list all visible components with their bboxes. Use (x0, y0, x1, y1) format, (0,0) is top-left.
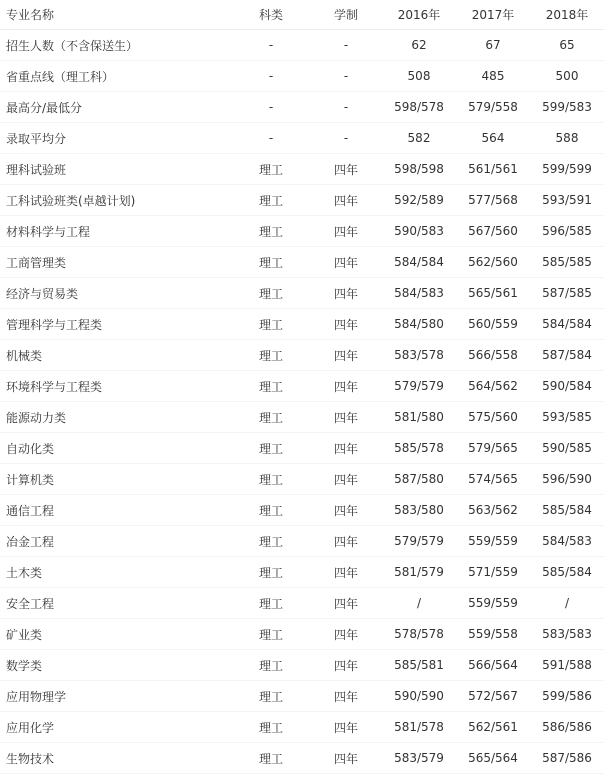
score-2018-cell: 584/583 (542, 534, 592, 548)
score-2017-cell: 566/558 (468, 348, 518, 362)
category-cell: 理工 (258, 627, 283, 642)
major-name-cell: 经济与贸易类 (6, 286, 79, 301)
score-2016-cell: 62 (411, 38, 427, 52)
table-row (0, 712, 604, 743)
score-2016-cell: 584/580 (394, 317, 444, 331)
duration-cell: 四年 (333, 379, 358, 394)
score-2016-cell: 590/590 (394, 689, 444, 703)
major-name-cell: 计算机类 (6, 472, 55, 487)
table-row (0, 309, 604, 340)
score-2017-cell: 485 (481, 69, 505, 83)
score-2016-cell: 579/579 (394, 534, 444, 548)
score-2017-cell: 572/567 (468, 689, 518, 703)
duration-cell: 四年 (333, 751, 358, 766)
category-cell: - (268, 100, 274, 114)
table-row (0, 216, 604, 247)
category-cell: 理工 (258, 658, 283, 673)
score-2016-cell: 583/579 (394, 751, 444, 765)
score-2017-cell: 565/564 (468, 751, 518, 765)
table-row (0, 185, 604, 216)
duration-cell: 四年 (333, 193, 358, 208)
score-2016-cell: 592/589 (394, 193, 444, 207)
major-name-cell: 土木类 (6, 565, 43, 580)
duration-cell: 四年 (333, 689, 358, 704)
category-cell: 理工 (258, 689, 283, 704)
table-row (0, 247, 604, 278)
table-row (0, 681, 604, 712)
duration-cell: 四年 (333, 596, 358, 611)
score-2018-cell: 596/590 (542, 472, 592, 486)
table-body (0, 30, 604, 774)
category-cell: 理工 (258, 720, 283, 735)
major-name-cell: 能源动力类 (6, 410, 67, 425)
major-name-cell: 数学类 (6, 658, 43, 673)
header-year-2016: 2016年 (382, 0, 456, 30)
score-2018-cell: 585/585 (542, 255, 592, 269)
category-cell: 理工 (258, 255, 283, 270)
score-2016-cell: 581/580 (394, 410, 444, 424)
score-2018-cell: 599/583 (542, 100, 592, 114)
major-name-cell: 招生人数（不含保送生） (6, 38, 139, 53)
score-2016-cell: 582 (407, 131, 431, 145)
category-cell: 理工 (258, 534, 283, 549)
score-2017-cell: 575/560 (468, 410, 518, 424)
score-2017-cell: 561/561 (468, 162, 518, 176)
category-cell: 理工 (258, 565, 283, 580)
score-2016-cell: 585/581 (394, 658, 444, 672)
major-name-cell: 安全工程 (6, 596, 55, 611)
table-header (0, 0, 604, 30)
score-2018-cell: 596/585 (542, 224, 592, 238)
major-name-cell: 理科试验班 (6, 162, 67, 177)
duration-cell: 四年 (333, 627, 358, 642)
category-cell: 理工 (258, 224, 283, 239)
duration-cell: 四年 (333, 534, 358, 549)
score-2017-cell: 564 (481, 131, 505, 145)
score-2016-cell: 584/584 (394, 255, 444, 269)
table-row (0, 495, 604, 526)
category-cell: 理工 (258, 162, 283, 177)
table-row (0, 123, 604, 154)
duration-cell: - (343, 38, 349, 52)
score-2016-cell: 508 (407, 69, 431, 83)
score-2016-cell: 584/583 (394, 286, 444, 300)
score-2018-cell: 65 (559, 38, 575, 52)
header-duration: 学制 (310, 0, 382, 30)
category-cell: 理工 (258, 472, 283, 487)
score-2018-cell: / (564, 596, 570, 610)
table-row (0, 154, 604, 185)
category-cell: 理工 (258, 286, 283, 301)
major-name-cell: 省重点线（理工科） (6, 69, 115, 84)
table-row (0, 464, 604, 495)
score-2017-cell: 564/562 (468, 379, 518, 393)
score-2016-cell: 583/578 (394, 348, 444, 362)
score-2018-cell: 585/584 (542, 565, 592, 579)
score-2016-cell: / (416, 596, 422, 610)
score-2017-cell: 579/558 (468, 100, 518, 114)
major-name-cell: 生物技术 (6, 751, 55, 766)
score-2016-cell: 587/580 (394, 472, 444, 486)
score-2018-cell: 593/591 (542, 193, 592, 207)
category-cell: 理工 (258, 379, 283, 394)
category-cell: 理工 (258, 751, 283, 766)
header-category: 科类 (232, 0, 310, 30)
duration-cell: 四年 (333, 286, 358, 301)
table-row (0, 92, 604, 123)
score-2017-cell: 563/562 (468, 503, 518, 517)
table-row (0, 340, 604, 371)
table-row (0, 433, 604, 464)
major-name-cell: 材料科学与工程 (6, 224, 91, 239)
score-2018-cell: 584/584 (542, 317, 592, 331)
major-name-cell: 环境科学与工程类 (6, 379, 103, 394)
category-cell: - (268, 131, 274, 145)
score-2018-cell: 587/585 (542, 286, 592, 300)
table-row (0, 371, 604, 402)
score-2016-cell: 583/580 (394, 503, 444, 517)
category-cell: 理工 (258, 441, 283, 456)
score-2016-cell: 581/579 (394, 565, 444, 579)
score-2018-cell: 588 (555, 131, 579, 145)
score-2017-cell: 562/561 (468, 720, 518, 734)
duration-cell: 四年 (333, 720, 358, 735)
category-cell: 理工 (258, 503, 283, 518)
major-name-cell: 矿业类 (6, 627, 43, 642)
score-2018-cell: 586/586 (542, 720, 592, 734)
duration-cell: 四年 (333, 317, 358, 332)
score-2018-cell: 599/586 (542, 689, 592, 703)
score-2016-cell: 585/578 (394, 441, 444, 455)
major-name-cell: 通信工程 (6, 503, 55, 518)
score-2016-cell: 579/579 (394, 379, 444, 393)
header-year-2018: 2018年 (530, 0, 604, 30)
major-name-cell: 自动化类 (6, 441, 55, 456)
major-name-cell: 录取平均分 (6, 131, 67, 146)
category-cell: 理工 (258, 317, 283, 332)
duration-cell: 四年 (333, 472, 358, 487)
major-name-cell: 冶金工程 (6, 534, 55, 549)
score-2016-cell: 598/578 (394, 100, 444, 114)
score-2017-cell: 566/564 (468, 658, 518, 672)
duration-cell: - (343, 131, 349, 145)
major-name-cell: 管理科学与工程类 (6, 317, 103, 332)
score-2018-cell: 585/584 (542, 503, 592, 517)
score-2017-cell: 560/559 (468, 317, 518, 331)
duration-cell: 四年 (333, 162, 358, 177)
score-2016-cell: 581/578 (394, 720, 444, 734)
duration-cell: 四年 (333, 658, 358, 673)
category-cell: 理工 (258, 348, 283, 363)
header-major: 专业名称 (0, 0, 232, 30)
category-cell: - (268, 38, 274, 52)
header-year-2017: 2017年 (456, 0, 530, 30)
score-2018-cell: 500 (555, 69, 579, 83)
score-2018-cell: 591/588 (542, 658, 592, 672)
score-2016-cell: 598/598 (394, 162, 444, 176)
score-2017-cell: 559/559 (468, 596, 518, 610)
score-2017-cell: 67 (485, 38, 501, 52)
score-2018-cell: 583/583 (542, 627, 592, 641)
table-row (0, 61, 604, 92)
score-2018-cell: 593/585 (542, 410, 592, 424)
score-2017-cell: 579/565 (468, 441, 518, 455)
score-2017-cell: 559/558 (468, 627, 518, 641)
category-cell: 理工 (258, 596, 283, 611)
score-2017-cell: 577/568 (468, 193, 518, 207)
table-row (0, 278, 604, 309)
category-cell: - (268, 69, 274, 83)
category-cell: 理工 (258, 193, 283, 208)
major-name-cell: 机械类 (6, 348, 43, 363)
duration-cell: 四年 (333, 255, 358, 270)
table-row (0, 588, 604, 619)
table-row (0, 526, 604, 557)
category-cell: 理工 (258, 410, 283, 425)
score-2016-cell: 578/578 (394, 627, 444, 641)
duration-cell: - (343, 69, 349, 83)
table-row (0, 650, 604, 681)
score-2017-cell: 562/560 (468, 255, 518, 269)
score-2018-cell: 599/599 (542, 162, 592, 176)
major-name-cell: 最高分/最低分 (6, 100, 83, 115)
major-name-cell: 应用物理学 (6, 689, 67, 704)
duration-cell: - (343, 100, 349, 114)
duration-cell: 四年 (333, 441, 358, 456)
duration-cell: 四年 (333, 410, 358, 425)
score-2018-cell: 587/586 (542, 751, 592, 765)
table-row (0, 30, 604, 61)
score-2017-cell: 571/559 (468, 565, 518, 579)
duration-cell: 四年 (333, 503, 358, 518)
duration-cell: 四年 (333, 224, 358, 239)
major-name-cell: 工科试验班类(卓越计划) (6, 193, 136, 208)
duration-cell: 四年 (333, 348, 358, 363)
major-name-cell: 工商管理类 (6, 255, 67, 270)
score-2017-cell: 565/561 (468, 286, 518, 300)
score-2016-cell: 590/583 (394, 224, 444, 238)
header-row (0, 0, 604, 30)
table-row (0, 557, 604, 588)
table-row (0, 743, 604, 774)
score-2018-cell: 587/584 (542, 348, 592, 362)
table-row (0, 619, 604, 650)
score-2018-cell: 590/584 (542, 379, 592, 393)
duration-cell: 四年 (333, 565, 358, 580)
major-name-cell: 应用化学 (6, 720, 55, 735)
score-2018-cell: 590/585 (542, 441, 592, 455)
table-row (0, 402, 604, 433)
score-2017-cell: 567/560 (468, 224, 518, 238)
score-2017-cell: 559/559 (468, 534, 518, 548)
score-2017-cell: 574/565 (468, 472, 518, 486)
